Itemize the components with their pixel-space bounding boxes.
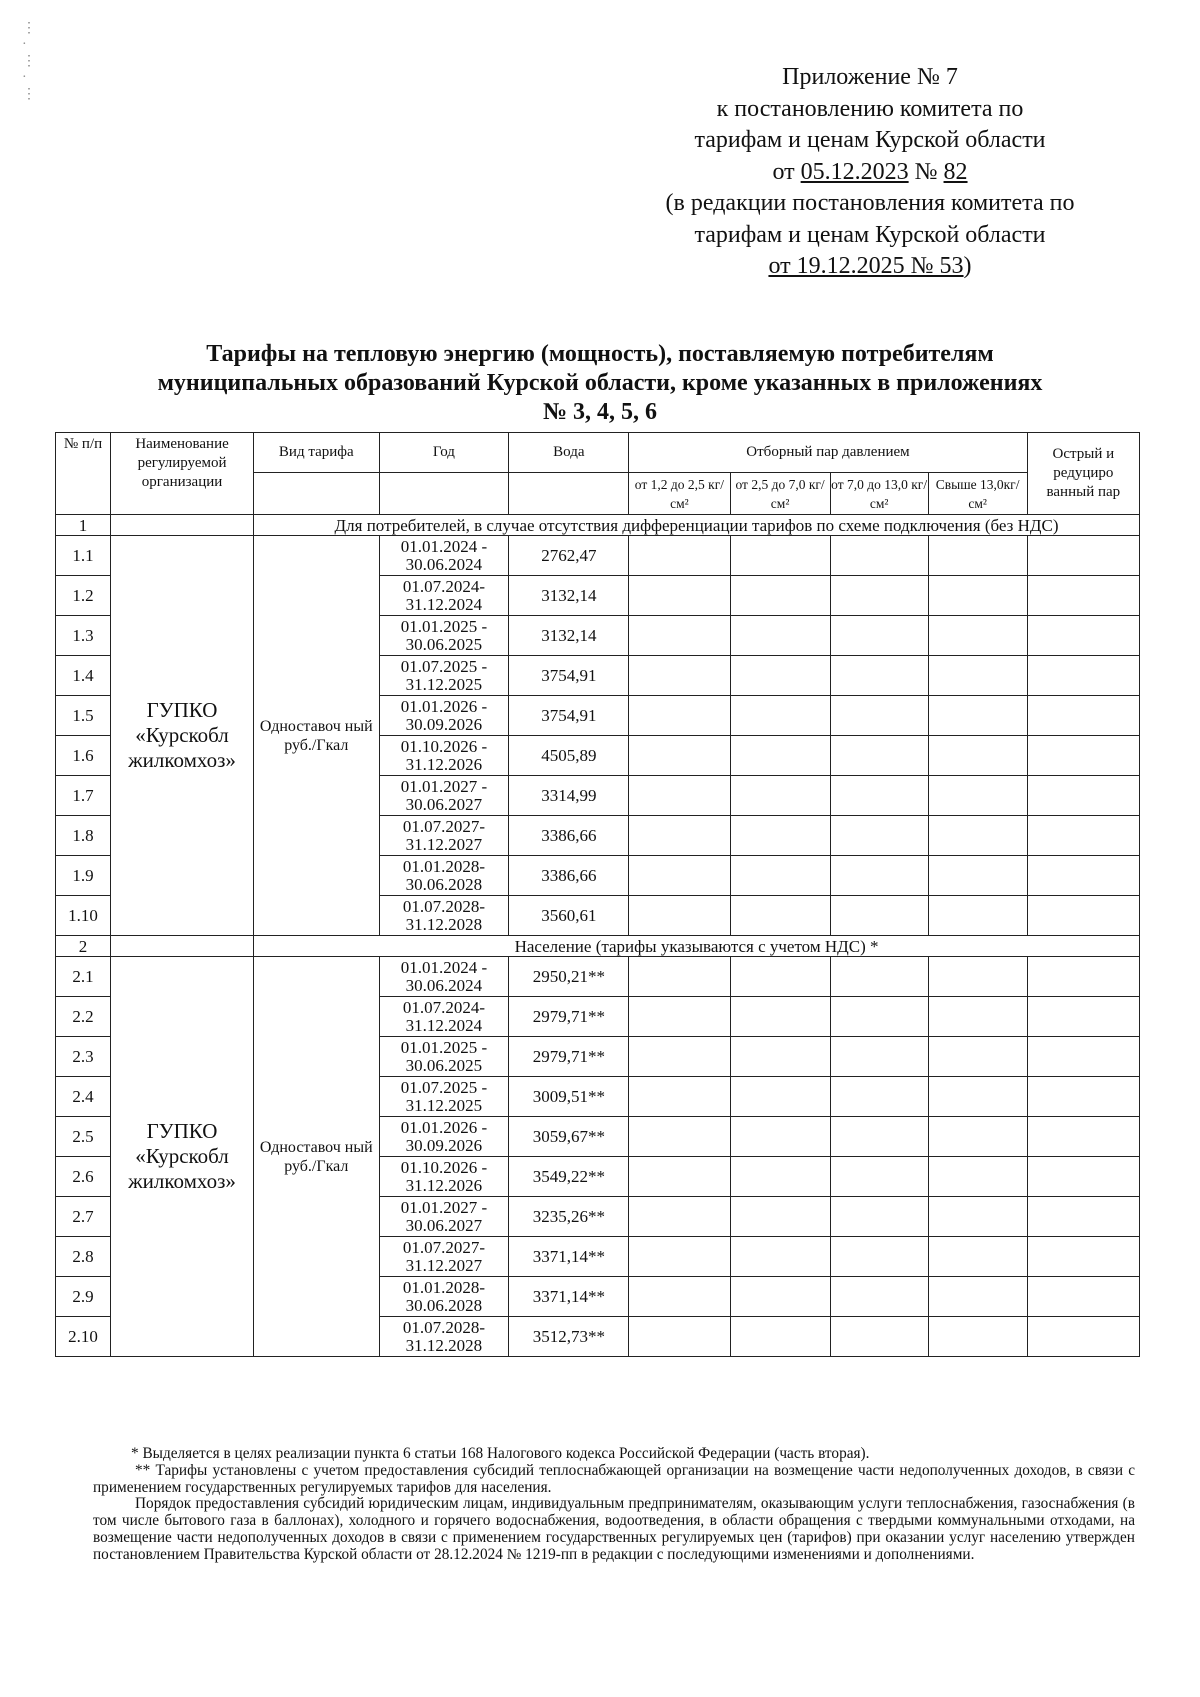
steam-2-cell — [730, 696, 830, 736]
steam-4-cell — [928, 1077, 1027, 1117]
steam-4-cell — [928, 616, 1027, 656]
water-tariff: 3560,61 — [509, 896, 629, 936]
water-tariff: 3754,91 — [509, 656, 629, 696]
period-cell: 01.01.2024 - 30.06.2024 — [379, 957, 509, 997]
table-row — [56, 536, 1140, 576]
steam-4-cell — [928, 656, 1027, 696]
sharp-steam-cell — [1027, 696, 1139, 736]
water-tariff: 3386,66 — [509, 856, 629, 896]
appendix-title: Приложение № 7 — [782, 64, 958, 90]
steam-3-cell — [830, 856, 928, 896]
steam-1-cell — [629, 1117, 730, 1157]
period-cell: 01.01.2025 - 30.06.2025 — [379, 616, 509, 656]
period-cell: 01.07.2028- 31.12.2028 — [379, 896, 509, 936]
appendix-line-6: тарифам и ценам Курской области — [694, 221, 1046, 248]
appendix-number: 82 — [943, 158, 968, 185]
appendix-line-4: от 05.12.2023 № 82 — [772, 158, 968, 185]
period-cell: 01.07.2024- 31.12.2024 — [379, 997, 509, 1037]
steam-4-cell — [928, 1237, 1027, 1277]
steam-1-cell — [629, 656, 730, 696]
period-cell: 01.07.2028- 31.12.2028 — [379, 1317, 509, 1357]
steam-3-cell — [830, 1237, 928, 1277]
row-number: 2.6 — [56, 1157, 111, 1197]
appendix-line-3: тарифам и ценам Курской области — [694, 127, 1046, 153]
period-cell: 01.01.2024 - 30.06.2024 — [379, 536, 509, 576]
document-title: Тарифы на тепловую энергию (мощность), поставляемую потребителям муниципальных образований Курской области, кроме указанных в приложениях № 3, 4, 5, 6 — [157, 341, 1043, 425]
steam-1-cell — [629, 616, 730, 656]
sharp-steam-cell — [1027, 856, 1139, 896]
section-number: 1 — [56, 515, 111, 536]
scan-margin-marks: ⋮ · ⋮ · ⋮ — [22, 21, 36, 102]
steam-1-cell — [629, 856, 730, 896]
row-number: 1.6 — [56, 736, 111, 776]
water-tariff: 3059,67** — [509, 1117, 629, 1157]
table-header — [56, 433, 1140, 515]
water-tariff: 2950,21** — [509, 957, 629, 997]
water-tariff: 3549,22** — [509, 1157, 629, 1197]
period-cell: 01.10.2026 - 31.12.2026 — [379, 1157, 509, 1197]
section-consumers — [56, 515, 1140, 936]
water-tariff: 3386,66 — [509, 816, 629, 856]
tariff-kind: Одноставоч ный руб./Гкал — [254, 536, 379, 936]
steam-2-cell — [730, 1157, 830, 1197]
steam-2-cell — [730, 1277, 830, 1317]
steam-2-cell — [730, 1197, 830, 1237]
steam-1-cell — [629, 536, 730, 576]
steam-3-cell — [830, 1277, 928, 1317]
period-cell: 01.10.2026 - 31.12.2026 — [379, 736, 509, 776]
appendix-line-5: (в редакции постановления комитета по — [665, 190, 1075, 216]
steam-1-cell — [629, 576, 730, 616]
row-number: 2.3 — [56, 1037, 111, 1077]
header-pressure-1: от 1,2 до 2,5 кг/см² — [629, 473, 730, 515]
header-water: Вода — [509, 433, 629, 473]
section-number: 2 — [56, 936, 111, 957]
steam-4-cell — [928, 576, 1027, 616]
steam-1-cell — [629, 816, 730, 856]
sharp-steam-cell — [1027, 736, 1139, 776]
steam-4-cell — [928, 1317, 1027, 1357]
row-number: 2.4 — [56, 1077, 111, 1117]
steam-4-cell — [928, 776, 1027, 816]
steam-3-cell — [830, 776, 928, 816]
steam-2-cell — [730, 957, 830, 997]
row-number: 2.5 — [56, 1117, 111, 1157]
header-pressure-3: от 7,0 до 13,0 кг/см² — [830, 473, 928, 515]
steam-2-cell — [730, 576, 830, 616]
steam-1-cell — [629, 1237, 730, 1277]
header-pressure-2: от 2,5 до 7,0 кг/см² — [730, 473, 830, 515]
footnote-subsidy-order: Порядок предоставления субсидий юридическим лицам, индивидуальным предпринимателям, оказывающим услуги теплоснабжения, газоснабжения (в том числе бытового газа в баллонах), холодного и горячего водоснабжения, водоотведения, в области обращения с твердыми коммунальными отходами, на возмещение части недополученных доходов в связи с применением государственных регулируемых цен (тарифов) при оказании услуг населению утвержден постановлением Правительства Курской области от 28.12.2024 № 1219-пп в редакции с последующими изменениями и дополнениями. — [93, 1495, 1135, 1563]
steam-3-cell — [830, 896, 928, 936]
water-tariff: 3371,14** — [509, 1277, 629, 1317]
header-steam: Отборный пар давлением — [629, 433, 1027, 473]
sharp-steam-cell — [1027, 1157, 1139, 1197]
steam-2-cell — [730, 536, 830, 576]
period-cell: 01.01.2026 - 30.09.2026 — [379, 696, 509, 736]
steam-3-cell — [830, 1197, 928, 1237]
header-org: Наименование регулируемой организации — [111, 433, 254, 515]
appendix-header — [600, 62, 1140, 283]
footnotes — [93, 1446, 1135, 1564]
water-tariff: 3754,91 — [509, 696, 629, 736]
steam-4-cell — [928, 997, 1027, 1037]
row-number: 1.5 — [56, 696, 111, 736]
section-caption: Население (тарифы указываются с учетом НДС) * — [254, 936, 1140, 957]
section-population — [56, 936, 1140, 1357]
steam-2-cell — [730, 736, 830, 776]
sharp-steam-cell — [1027, 816, 1139, 856]
steam-2-cell — [730, 816, 830, 856]
steam-1-cell — [629, 696, 730, 736]
steam-3-cell — [830, 656, 928, 696]
steam-4-cell — [928, 1037, 1027, 1077]
steam-3-cell — [830, 576, 928, 616]
steam-1-cell — [629, 896, 730, 936]
water-tariff: 3314,99 — [509, 776, 629, 816]
steam-2-cell — [730, 656, 830, 696]
appendix-line-7: от 19.12.2025 № 53) — [768, 253, 972, 279]
steam-1-cell — [629, 957, 730, 997]
sharp-steam-cell — [1027, 1117, 1139, 1157]
sharp-steam-cell — [1027, 957, 1139, 997]
steam-4-cell — [928, 696, 1027, 736]
section-caption-row — [56, 936, 1140, 957]
period-cell: 01.01.2025 - 30.06.2025 — [379, 1037, 509, 1077]
period-cell: 01.07.2025 - 31.12.2025 — [379, 656, 509, 696]
water-tariff: 3371,14** — [509, 1237, 629, 1277]
steam-4-cell — [928, 856, 1027, 896]
steam-3-cell — [830, 696, 928, 736]
row-number: 2.1 — [56, 957, 111, 997]
steam-2-cell — [730, 1237, 830, 1277]
row-number: 1.2 — [56, 576, 111, 616]
row-number: 1.8 — [56, 816, 111, 856]
sharp-steam-cell — [1027, 1277, 1139, 1317]
water-tariff: 3009,51** — [509, 1077, 629, 1117]
steam-3-cell — [830, 1317, 928, 1357]
sharp-steam-cell — [1027, 576, 1139, 616]
steam-2-cell — [730, 1317, 830, 1357]
row-number: 2.2 — [56, 997, 111, 1037]
water-tariff: 4505,89 — [509, 736, 629, 776]
header-pressure-4: Свыше 13,0кг/см² — [928, 473, 1027, 515]
header-year: Год — [379, 433, 509, 473]
row-number: 1.1 — [56, 536, 111, 576]
row-number: 1.9 — [56, 856, 111, 896]
period-cell: 01.07.2025 - 31.12.2025 — [379, 1077, 509, 1117]
sharp-steam-cell — [1027, 776, 1139, 816]
footnote-1: * Выделяется в целях реализации пункта 6 статьи 168 Налогового кодекса Российской Федерации (часть вторая). — [131, 1445, 870, 1462]
steam-3-cell — [830, 1077, 928, 1117]
water-tariff: 3132,14 — [509, 576, 629, 616]
water-tariff: 3235,26** — [509, 1197, 629, 1237]
row-number: 2.10 — [56, 1317, 111, 1357]
steam-3-cell — [830, 1117, 928, 1157]
header-kind: Вид тарифа — [254, 433, 379, 473]
tariff-table — [55, 432, 1140, 1357]
steam-2-cell — [730, 1077, 830, 1117]
steam-1-cell — [629, 1197, 730, 1237]
sharp-steam-cell — [1027, 1317, 1139, 1357]
steam-1-cell — [629, 1317, 730, 1357]
steam-4-cell — [928, 896, 1027, 936]
steam-4-cell — [928, 1157, 1027, 1197]
header-num: № п/п — [56, 433, 111, 515]
section-caption: Для потребителей, в случае отсутствия дифференциации тарифов по схеме подключения (без НДС) — [254, 515, 1140, 536]
period-cell: 01.01.2026 - 30.09.2026 — [379, 1117, 509, 1157]
amendment-reference: от 19.12.2025 № 53 — [768, 253, 964, 279]
steam-3-cell — [830, 616, 928, 656]
period-cell: 01.01.2028- 30.06.2028 — [379, 1277, 509, 1317]
sharp-steam-cell — [1027, 656, 1139, 696]
steam-2-cell — [730, 776, 830, 816]
period-cell: 01.01.2028- 30.06.2028 — [379, 856, 509, 896]
tariff-kind: Одноставоч ный руб./Гкал — [254, 957, 379, 1357]
steam-3-cell — [830, 536, 928, 576]
steam-1-cell — [629, 1077, 730, 1117]
period-cell: 01.01.2027 - 30.06.2027 — [379, 1197, 509, 1237]
sharp-steam-cell — [1027, 1237, 1139, 1277]
steam-2-cell — [730, 856, 830, 896]
period-cell: 01.01.2027 - 30.06.2027 — [379, 776, 509, 816]
steam-2-cell — [730, 896, 830, 936]
sharp-steam-cell — [1027, 616, 1139, 656]
section-caption-row — [56, 515, 1140, 536]
row-number: 1.3 — [56, 616, 111, 656]
appendix-date: 05.12.2023 — [800, 158, 909, 185]
steam-3-cell — [830, 816, 928, 856]
period-cell: 01.07.2024- 31.12.2024 — [379, 576, 509, 616]
steam-4-cell — [928, 1117, 1027, 1157]
steam-4-cell — [928, 1277, 1027, 1317]
water-tariff: 2979,71** — [509, 997, 629, 1037]
row-number: 1.10 — [56, 896, 111, 936]
steam-4-cell — [928, 957, 1027, 997]
period-cell: 01.07.2027- 31.12.2027 — [379, 816, 509, 856]
table-row — [56, 957, 1140, 997]
steam-1-cell — [629, 997, 730, 1037]
row-number: 1.7 — [56, 776, 111, 816]
header-sharp-steam: Острый и редуциро ванный пар — [1027, 433, 1139, 515]
sharp-steam-cell — [1027, 1197, 1139, 1237]
sharp-steam-cell — [1027, 1037, 1139, 1077]
sharp-steam-cell — [1027, 536, 1139, 576]
steam-3-cell — [830, 736, 928, 776]
water-tariff: 3132,14 — [509, 616, 629, 656]
sharp-steam-cell — [1027, 997, 1139, 1037]
steam-3-cell — [830, 957, 928, 997]
row-number: 2.9 — [56, 1277, 111, 1317]
row-number: 2.8 — [56, 1237, 111, 1277]
sharp-steam-cell — [1027, 1077, 1139, 1117]
steam-4-cell — [928, 816, 1027, 856]
water-tariff: 2979,71** — [509, 1037, 629, 1077]
steam-4-cell — [928, 1197, 1027, 1237]
row-number: 2.7 — [56, 1197, 111, 1237]
steam-2-cell — [730, 616, 830, 656]
steam-3-cell — [830, 1037, 928, 1077]
steam-1-cell — [629, 1157, 730, 1197]
water-tariff: 2762,47 — [509, 536, 629, 576]
steam-2-cell — [730, 1117, 830, 1157]
steam-2-cell — [730, 997, 830, 1037]
water-tariff: 3512,73** — [509, 1317, 629, 1357]
sharp-steam-cell — [1027, 896, 1139, 936]
steam-1-cell — [629, 1277, 730, 1317]
row-number: 1.4 — [56, 656, 111, 696]
steam-4-cell — [928, 536, 1027, 576]
steam-3-cell — [830, 1157, 928, 1197]
steam-4-cell — [928, 736, 1027, 776]
period-cell: 01.07.2027- 31.12.2027 — [379, 1237, 509, 1277]
organization-name: ГУПКО «Курскобл жилкомхоз» — [111, 536, 254, 936]
steam-2-cell — [730, 1037, 830, 1077]
footnote-2: ** Тарифы установлены с учетом предоставления субсидий теплоснабжающей организации на возмещение части недополученных доходов, в связи с применением государственных регулируемых тарифов для населения. — [93, 1461, 1135, 1496]
steam-1-cell — [629, 736, 730, 776]
appendix-line-2: к постановлению комитета по — [716, 95, 1024, 122]
steam-3-cell — [830, 997, 928, 1037]
steam-1-cell — [629, 776, 730, 816]
steam-1-cell — [629, 1037, 730, 1077]
organization-name: ГУПКО «Курскобл жилкомхоз» — [111, 957, 254, 1357]
